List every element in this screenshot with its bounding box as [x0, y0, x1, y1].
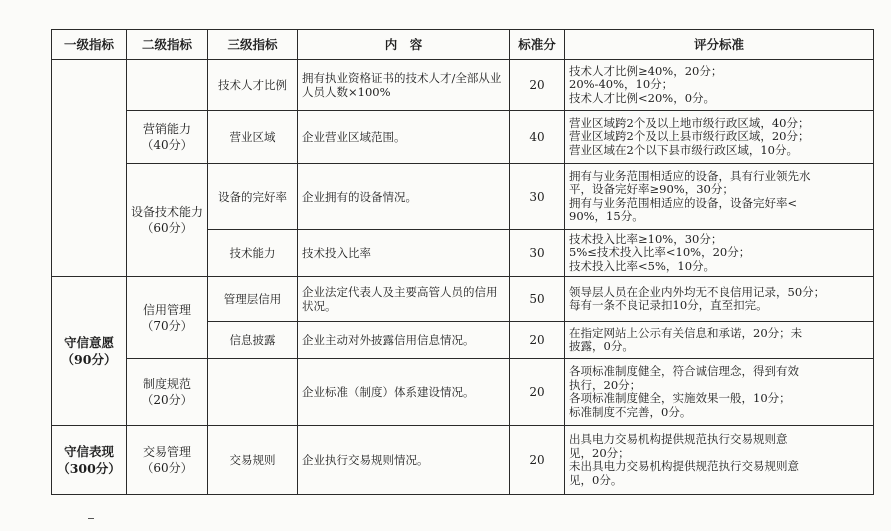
- content-cell: 企业营业区域范围。: [298, 111, 510, 164]
- level2-cell-empty: [127, 60, 208, 111]
- score-cell: 40: [510, 111, 565, 164]
- scan-mark: [88, 518, 94, 519]
- level2-system: 制度规范 （20分）: [127, 359, 208, 426]
- score-cell: 20: [510, 359, 565, 426]
- content-cell: 企业标准（制度）体系建设情况。: [298, 359, 510, 426]
- evaluation-table: [51, 29, 874, 495]
- level3-cell: 营业区域: [208, 111, 298, 164]
- content-cell: 技术投入比率: [298, 230, 510, 277]
- content-cell: 企业法定代表人及主要高管人员的信用状况。: [298, 277, 510, 322]
- table-row: [52, 359, 874, 426]
- content-cell: 拥有执业资格证书的技术人才/全部从业人员人数×100%: [298, 60, 510, 111]
- score-cell: 20: [510, 322, 565, 359]
- criteria-cell: 出具电力交易机构提供规范执行交易规则意 见，20分； 未出具电力交易机构提供规范执行交易规则意 见，0分。: [565, 426, 874, 495]
- table-row: [52, 164, 874, 230]
- criteria-cell: 拥有与业务范围相适应的设备，具有行业领先水 平，设备完好率≥90%，30分； 拥有与业务范围相适应的设备，设备完好率< 90%，15分。: [565, 164, 874, 230]
- table-row: [52, 426, 874, 495]
- score-cell: 20: [510, 60, 565, 111]
- table-row: [52, 60, 874, 111]
- score-cell: 50: [510, 277, 565, 322]
- criteria-cell: 技术投入比率≥10%，30分； 5%≤技术投入比率<10%，20分； 技术投入比率<5%，10分。: [565, 230, 874, 277]
- level3-cell: 信息披露: [208, 322, 298, 359]
- header-content: 内 容: [298, 30, 510, 60]
- table-row: [52, 111, 874, 164]
- level2-marketing: 营销能力 （40分）: [127, 111, 208, 164]
- level2-equipment: 设备技术能力 （60分）: [127, 164, 208, 277]
- level1-performance: 守信表现 （300分）: [52, 426, 127, 495]
- level3-cell: 技术能力: [208, 230, 298, 277]
- table-row: [52, 277, 874, 322]
- score-cell: 20: [510, 426, 565, 495]
- level3-cell: 交易规则: [208, 426, 298, 495]
- score-cell: 30: [510, 164, 565, 230]
- header-level2: 二级指标: [127, 30, 208, 60]
- header-criteria: 评分标准: [565, 30, 874, 60]
- header-score: 标准分: [510, 30, 565, 60]
- level3-cell-empty: [208, 359, 298, 426]
- score-cell: 30: [510, 230, 565, 277]
- criteria-cell: 营业区域跨2个及以上地市级行政区域，40分； 营业区域跨2个及以上县市级行政区域，20分； 营业区域在2个以下县市级行政区域，10分。: [565, 111, 874, 164]
- content-cell: 企业拥有的设备情况。: [298, 164, 510, 230]
- criteria-cell: 技术人才比例≥40%，20分； 20%-40%，10分； 技术人才比例<20%，0分。: [565, 60, 874, 111]
- criteria-cell: 领导层人员在企业内外均无不良信用记录，50分； 每有一条不良记录扣10分，直至扣完。: [565, 277, 874, 322]
- criteria-cell: 各项标准制度健全，符合诚信理念，得到有效 执行，20分； 各项标准制度健全，实施效果一般，10分； 标准制度不完善，0分。: [565, 359, 874, 426]
- level3-cell: 管理层信用: [208, 277, 298, 322]
- criteria-cell: 在指定网站上公示有关信息和承诺，20分；未 披露，0分。: [565, 322, 874, 359]
- level2-trade: 交易管理 （60分）: [127, 426, 208, 495]
- level3-cell: 技术人才比例: [208, 60, 298, 111]
- header-level1: 一级指标: [52, 30, 127, 60]
- level3-cell: 设备的完好率: [208, 164, 298, 230]
- content-cell: 企业主动对外披露信用信息情况。: [298, 322, 510, 359]
- header-row: [52, 30, 874, 60]
- header-level3: 三级指标: [208, 30, 298, 60]
- level1-cell-empty: [52, 60, 127, 277]
- level2-credit: 信用管理 （70分）: [127, 277, 208, 359]
- content-cell: 企业执行交易规则情况。: [298, 426, 510, 495]
- level1-willingness: 守信意愿 （90分）: [52, 277, 127, 426]
